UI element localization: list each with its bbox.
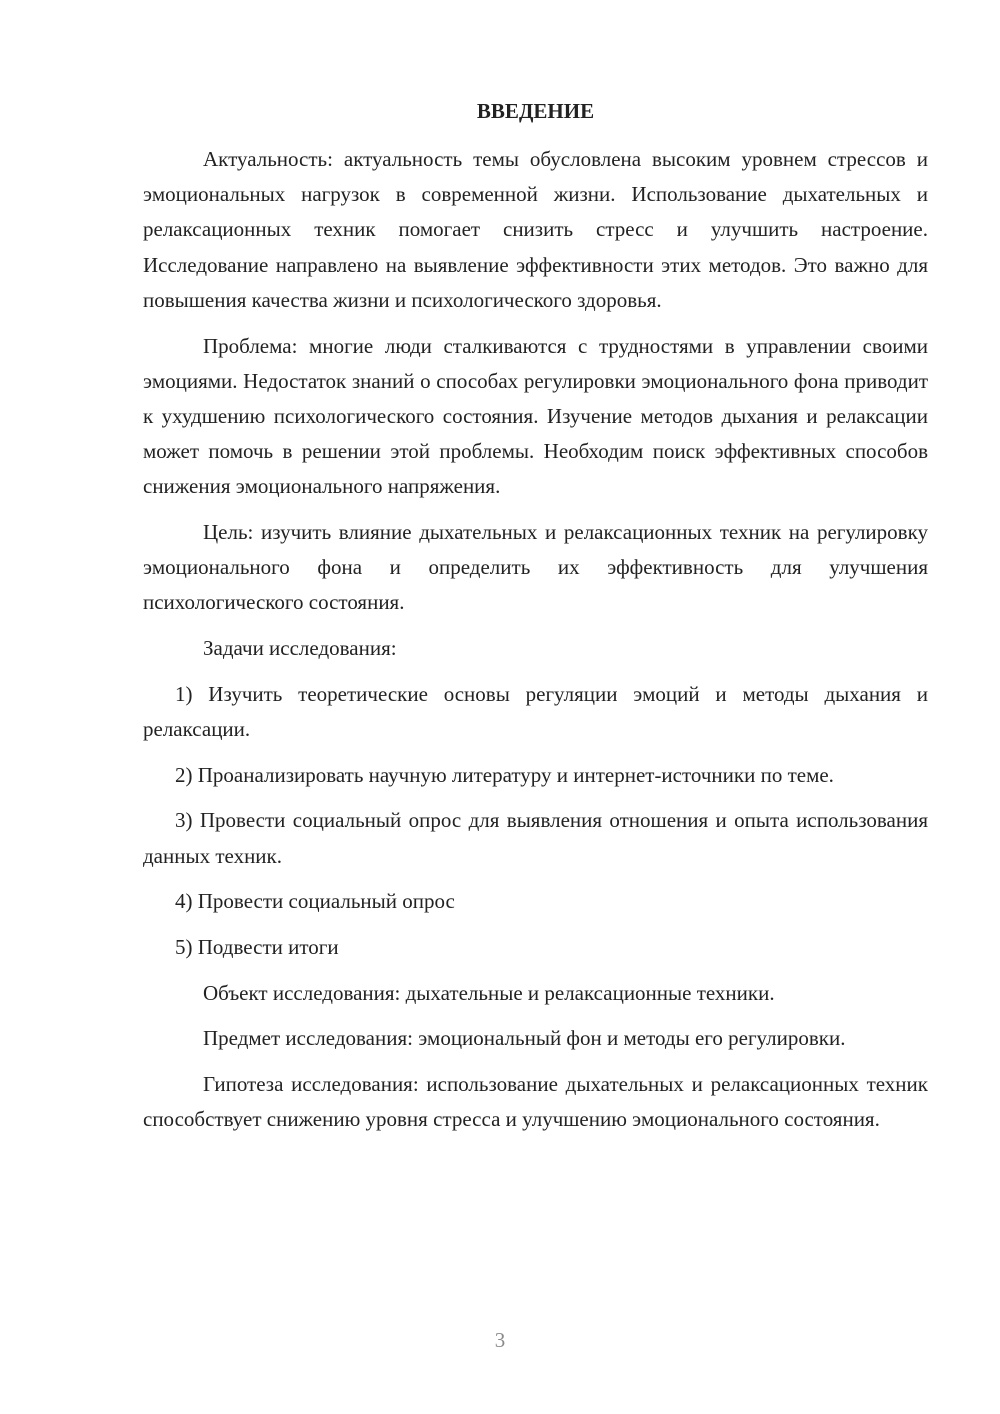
relevance-paragraph: Актуальность: актуальность темы обусловлена высоким уровнем стрессов и эмоциональных нагрузок в современной жизни. Использование дыхательных и релаксационных техник помогает снизить стресс и улучшить настроение. Исследование направлено на выявление эффективности этих методов. Это важно для повышения качества жизни и психологического здоровья. — [143, 147, 928, 312]
problem-paragraph: Проблема: многие люди сталкиваются с трудностями в управлении своими эмоциями. Недостаток знаний о способах регулировки эмоционального фона приводит к ухудшению психологического состояния. Изучение методов дыхания и релаксации может помочь в решении этой проблемы. Необходим поиск эффективных способов снижения эмоционального напряжения. — [143, 333, 928, 499]
goal-paragraph: Цель: изучить влияние дыхательных и релаксационных техник на регулировку эмоционального фона и определить их эффективность для улучшения психологического состояния. — [143, 520, 928, 615]
page-number: 3 — [494, 1328, 506, 1352]
hypothesis-paragraph: Гипотеза исследования: использование дыхательных и релаксационных техник способствует снижению уровня стресса и улучшению эмоционального состояния. — [143, 1072, 928, 1132]
task-item-4: 4) Провести социальный опрос — [175, 889, 455, 914]
section-heading: ВВЕДЕНИЕ — [476, 99, 595, 123]
task-item-3: 3) Провести социальный опрос для выявления отношения и опыта использования данных техник. — [143, 808, 928, 868]
task-item-5: 5) Подвести итоги — [175, 935, 339, 960]
task-item-2: 2) Проанализировать научную литературу и интернет-источники по теме. — [175, 762, 834, 787]
task-item-1: 1) Изучить теоретические основы регуляции эмоций и методы дыхания и релаксации. — [143, 681, 928, 742]
document-body — [143, 142, 928, 1148]
tasks-heading: Задачи исследования: — [203, 636, 397, 661]
subject-paragraph: Предмет исследования: эмоциональный фон и методы его регулировки. — [203, 1026, 846, 1051]
object-paragraph: Объект исследования: дыхательные и релаксационные техники. — [203, 980, 775, 1005]
